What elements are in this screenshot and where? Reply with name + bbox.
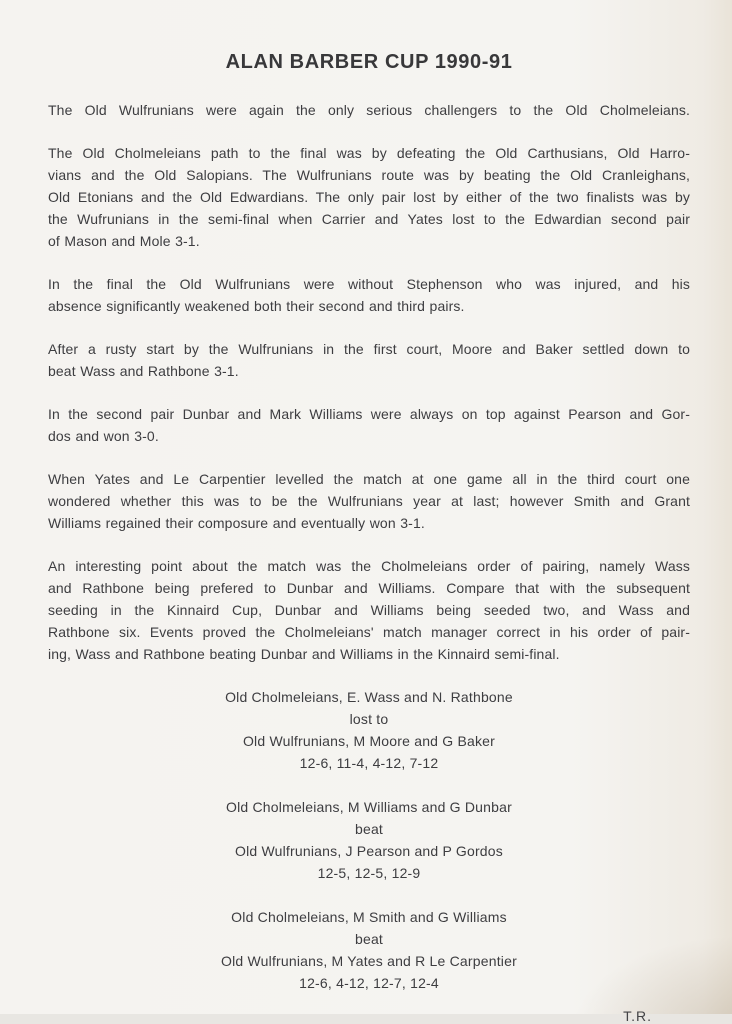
text-line: 12-5, 12-5, 12-9 [317, 865, 421, 881]
text-line: beat Wass and Rathbone 3-1. [48, 363, 239, 379]
match-result-first-pair [48, 686, 690, 774]
paragraph-second-pair [48, 403, 690, 447]
text-line: Rathbone six. Events proved the Cholmeleians' match manager correct in his order of pair- [48, 624, 690, 640]
paragraph-first-court [48, 338, 690, 382]
text-line: Old Wulfrunians, M Yates and R Le Carpentier [221, 953, 517, 969]
match-result-third-pair [48, 906, 690, 994]
paragraph-intro [48, 99, 690, 121]
text-line: After a rusty start by the Wulfrunians in the first court, Moore and Baker settled down to [48, 341, 690, 357]
text-line: seeding in the Kinnaird Cup, Dunbar and Williams being seeded two, and Wass and [48, 602, 690, 618]
text-line: beat [354, 931, 384, 947]
paragraph-stephenson-injury [48, 273, 690, 317]
text-line: An interesting point about the match was the Cholmeleians order of pairing, namely Wass [48, 558, 690, 574]
article-body [48, 99, 690, 665]
text-line: 12-6, 4-12, 12-7, 12-4 [299, 975, 439, 991]
text-line: ing, Wass and Rathbone beating Dunbar and Williams in the Kinnaird semi-final. [48, 646, 560, 662]
text-line: Old Wulfrunians, J Pearson and P Gordos [235, 843, 503, 859]
text-line: The Old Wulfrunians were again the only serious challengers to the Old Cholmeleians. [48, 102, 690, 118]
text-line: of Mason and Mole 3-1. [48, 233, 200, 249]
text-line: The Old Cholmeleians path to the final was by defeating the Old Carthusians, Old Harro- [48, 145, 690, 161]
paragraph-third-court [48, 468, 690, 534]
paragraph-route-to-final [48, 142, 690, 252]
text-line: and Rathbone being prefered to Dunbar and Williams. Compare that with the subsequent [48, 580, 690, 596]
text-line: Old Etonians and the Old Edwardians. The only pair lost by either of the two finalists was by [48, 189, 690, 205]
text-line: Old Cholmeleians, M Williams and G Dunbar [226, 799, 512, 815]
match-results [48, 686, 690, 994]
text-line: wondered whether this was to be the Wulfrunians year at last; however Smith and Grant [48, 493, 690, 509]
text-line: 12-6, 11-4, 4-12, 7-12 [299, 755, 439, 771]
paragraph-order-of-pairing [48, 555, 690, 665]
text-line: Old Cholmeleians, E. Wass and N. Rathbone [225, 689, 513, 705]
text-line: beat [354, 821, 384, 837]
page-title: ALAN BARBER CUP 1990-91 [225, 51, 513, 73]
text-line: the Wufrunians in the semi-final when Carrier and Yates lost to the Edwardian second pair [48, 211, 690, 227]
text-line: When Yates and Le Carpentier levelled the match at one game all in the third court one [48, 471, 690, 487]
match-result-second-pair [48, 796, 690, 884]
text-line: lost to [349, 711, 389, 727]
text-line: Williams regained their composure and eventually won 3-1. [48, 515, 425, 531]
text-line: vians and the Old Salopians. The Wulfrunians route was by beating the Old Cranleighans, [48, 167, 690, 183]
text-line: In the final the Old Wulfrunians were without Stephenson who was injured, and his [48, 276, 690, 292]
text-line: Old Wulfrunians, M Moore and G Baker [242, 733, 496, 749]
text-line: absence significantly weakened both their second and third pairs. [48, 298, 465, 314]
author-initials: T.R. [623, 1008, 652, 1024]
text-line: In the second pair Dunbar and Mark Williams were always on top against Pearson and Gor- [48, 406, 690, 422]
text-line: Old Cholmeleians, M Smith and G Williams [231, 909, 507, 925]
text-line: dos and won 3-0. [48, 428, 159, 444]
